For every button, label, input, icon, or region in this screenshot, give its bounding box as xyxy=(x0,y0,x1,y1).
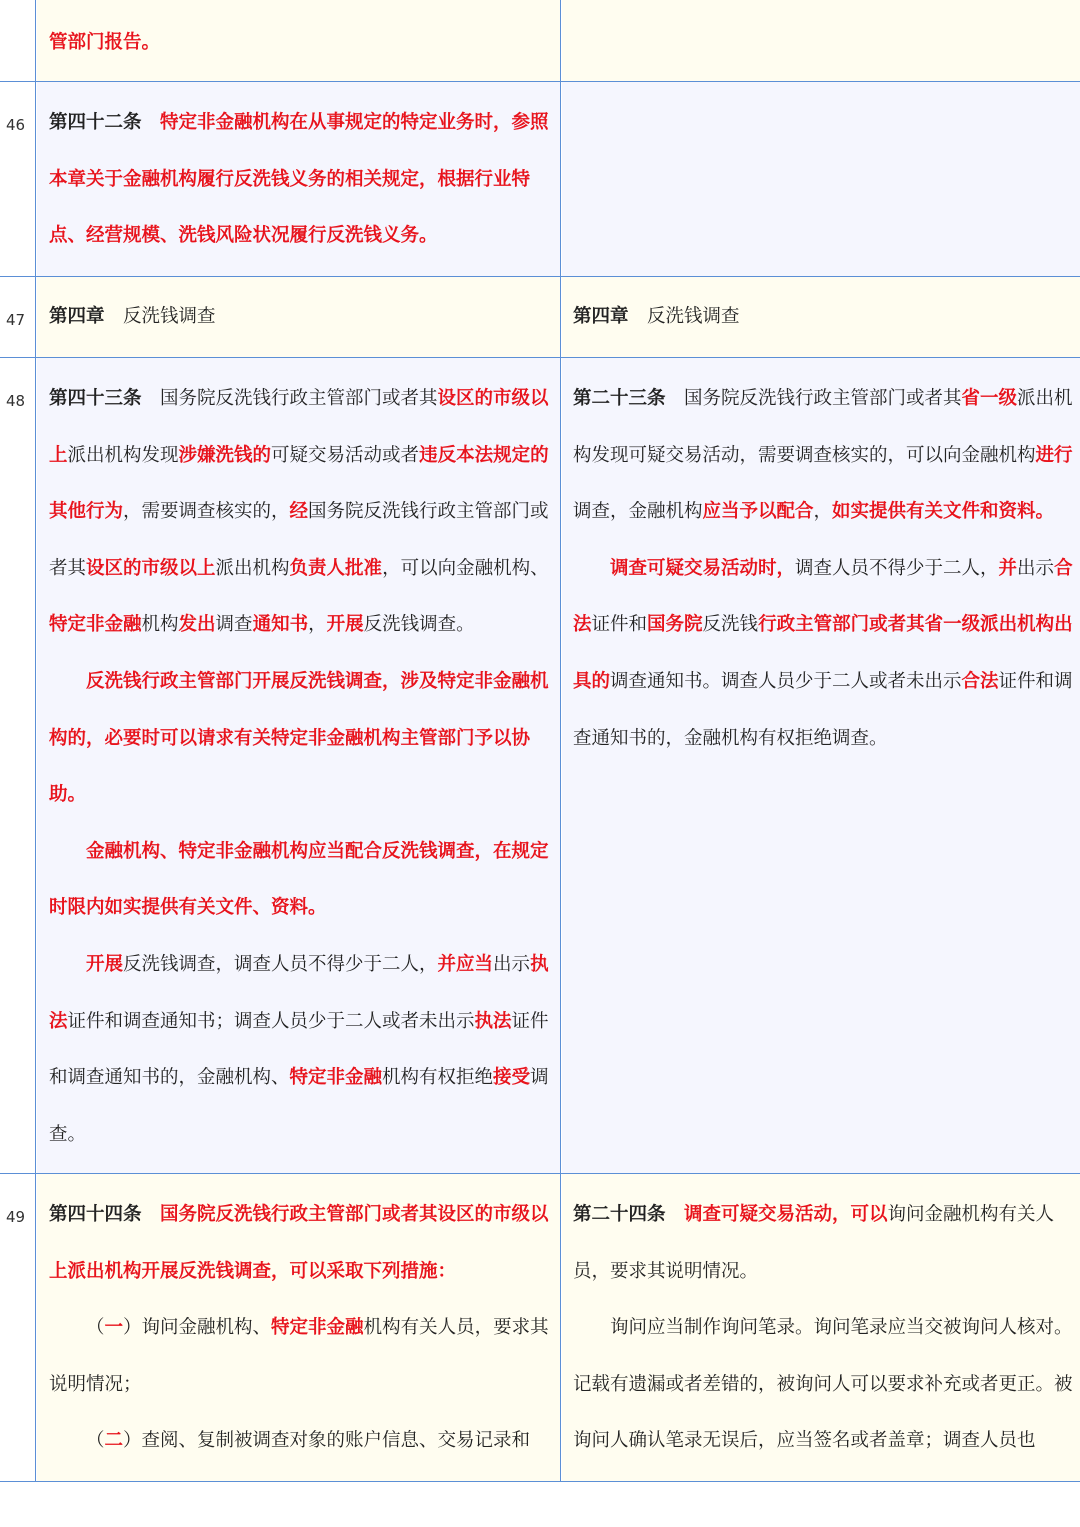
text-run: 国务院 xyxy=(647,614,703,636)
text-run: 出示 xyxy=(493,953,531,975)
text-run: 第四十二条 xyxy=(49,112,142,133)
text-run: 二 xyxy=(104,1430,124,1452)
text-run: ，需要调查核实的， xyxy=(123,501,290,523)
text-run: 进行 xyxy=(1035,444,1073,466)
text-run: 可疑交易活动或者 xyxy=(271,444,420,466)
text-run: 开展 xyxy=(326,614,364,636)
table-row xyxy=(0,277,1080,358)
text-run: 派出机构发现 xyxy=(67,444,179,466)
text-run: 合法 xyxy=(573,557,1073,636)
text-run: 设区的市级以上 xyxy=(86,557,216,579)
new-law-cell xyxy=(37,358,561,1173)
text-run: 证件和调查通知书的，金融机构有权拒绝调查。 xyxy=(573,670,1073,749)
text-run: 一 xyxy=(104,1317,124,1339)
text-run: 经 xyxy=(289,501,309,523)
text-run: 省一级 xyxy=(961,388,1018,409)
text-run: 调查人员不得少于二人， xyxy=(795,557,999,579)
text-run: 调查可疑交易活动，可以 xyxy=(684,1204,888,1225)
row-number: 49 xyxy=(0,1174,36,1481)
text-run: ， xyxy=(813,501,833,523)
new-law-cell xyxy=(37,0,561,81)
text-run: 接受 xyxy=(493,1067,531,1089)
text-run: 机构有权拒绝 xyxy=(382,1067,494,1089)
text-run xyxy=(142,1204,161,1225)
paragraph xyxy=(49,371,552,654)
text-run: 国务院反洗钱行政主管部门或者其 xyxy=(141,388,438,409)
cell-text xyxy=(562,358,1080,767)
old-law-cell xyxy=(562,82,1080,276)
cell-text xyxy=(37,277,560,346)
cell-text xyxy=(562,1174,1080,1470)
text-run: 通知书 xyxy=(252,614,309,636)
paragraph xyxy=(49,824,552,937)
text-run xyxy=(666,1204,685,1225)
text-run: 国务院反洗钱行政主管部门或者其 xyxy=(49,501,549,579)
paragraph xyxy=(573,1187,1074,1300)
text-run: ， xyxy=(308,614,327,636)
text-run xyxy=(142,112,161,133)
old-law-cell xyxy=(562,277,1080,357)
text-run: 特定非金融 xyxy=(271,1317,364,1339)
text-run: （ xyxy=(86,1317,105,1339)
text-run: 如实提供有关文件和资料。 xyxy=(832,501,1055,523)
text-run: 证件和 xyxy=(591,614,648,636)
cell-text xyxy=(37,82,560,265)
text-run: 第二十四条 xyxy=(573,1204,666,1225)
text-run: 特定非金融 xyxy=(289,1067,383,1089)
text-run: 发出 xyxy=(178,614,216,636)
paragraph xyxy=(573,1300,1074,1470)
paragraph xyxy=(49,289,552,346)
text-run: 执法 xyxy=(474,1010,512,1032)
text-run: 国务院反洗钱行政主管部门或者其 xyxy=(665,388,962,409)
paragraph xyxy=(49,95,552,265)
text-run: 机构 xyxy=(141,614,179,636)
paragraph xyxy=(49,15,552,72)
old-law-cell xyxy=(562,358,1080,1173)
text-run: 并应当 xyxy=(437,953,494,975)
text-run: 调查。 xyxy=(49,1067,549,1145)
paragraph xyxy=(573,371,1074,541)
text-run: 调查 xyxy=(215,614,253,636)
table-row xyxy=(0,0,1080,82)
paragraph xyxy=(573,289,1074,346)
text-run: 国务院反洗钱行政主管部门或者其设区的市级以上派出机构开展反洗钱调查，可以采取下列措施： xyxy=(49,1204,549,1282)
text-run: 特定非金融 xyxy=(49,614,142,636)
table-row xyxy=(0,358,1080,1174)
text-run: 派出机构 xyxy=(215,557,290,579)
text-run: 行政主管部门或者其省一级派出机构出具的 xyxy=(573,614,1073,692)
text-run: 负责人批准 xyxy=(289,557,383,579)
old-law-cell xyxy=(562,1174,1080,1481)
text-run: 特定非金融机构在从事规定的特定业务时，参照本章关于金融机构履行反洗钱义务的相关规定，根据行业特点、经营规模、洗钱风险状况履行反洗钱义务。 xyxy=(49,112,549,247)
text-run: 证件和调查通知书的，金融机构、 xyxy=(49,1010,549,1089)
paragraph xyxy=(49,1413,552,1470)
cell-text xyxy=(37,0,560,72)
new-law-cell xyxy=(37,82,561,276)
new-law-cell xyxy=(37,277,561,357)
text-run: 反洗钱调查 xyxy=(628,306,740,327)
text-run: （ xyxy=(86,1430,105,1452)
row-number xyxy=(0,0,36,81)
text-run: 并 xyxy=(998,557,1018,579)
text-run: 第四十四条 xyxy=(49,1204,142,1225)
row-number: 48 xyxy=(0,358,36,1173)
text-run: 证件和调查通知书；调查人员少于二人或者未出示 xyxy=(67,1010,475,1032)
text-run: 反洗钱调查 xyxy=(104,306,216,327)
text-run: 第四十三条 xyxy=(49,388,142,409)
text-run: 调查，金融机构 xyxy=(573,501,703,523)
table-row xyxy=(0,1174,1080,1482)
row-number: 47 xyxy=(0,277,36,357)
text-run: 机构有关人员，要求其说明情况； xyxy=(49,1317,549,1395)
text-run: 合法 xyxy=(961,670,999,692)
text-run: 设区的市级以上 xyxy=(49,388,549,466)
text-run: 调查通知书。调查人员少于二人或者未出示 xyxy=(610,670,962,692)
text-run: 金融机构、特定非金融机构应当配合反洗钱调查，在规定时限内如实提供有关文件、资料。 xyxy=(49,840,549,919)
text-run: ）询问金融机构、 xyxy=(123,1317,272,1339)
text-run: 执法 xyxy=(49,953,549,1032)
text-run: 反洗钱调查，调查人员不得少于二人， xyxy=(123,953,438,975)
old-law-cell xyxy=(562,0,1080,81)
paragraph xyxy=(49,654,552,824)
text-run: 开展 xyxy=(86,953,124,975)
paragraph xyxy=(49,937,552,1163)
text-run: 派出机构发现可疑交易活动，需要调查核实的，可以向金融机构 xyxy=(573,388,1073,466)
text-run: 第二十三条 xyxy=(573,388,666,409)
text-run: 第四章 xyxy=(573,306,629,327)
paragraph xyxy=(49,1187,552,1300)
text-run: ）查阅、复制被调查对象的账户信息、交易记录和 xyxy=(123,1430,531,1452)
text-run: 管部门报告。 xyxy=(49,32,161,53)
cell-text xyxy=(562,277,1080,346)
text-run: 反洗钱调查。 xyxy=(363,614,475,636)
text-run: 询问应当制作询问笔录。询问笔录应当交被询问人核对。记载有遗漏或者差错的，被询问人可以要求补充或者更正。被询问人确认笔录无误后，应当签名或者盖章；调查人员也 xyxy=(573,1317,1073,1452)
text-run: 反洗钱行政主管部门开展反洗钱调查，涉及特定非金融机构的，必要时可以请求有关特定非金融机构主管部门予以协助。 xyxy=(49,670,549,806)
text-run: 询问金融机构有关人员，要求其说明情况。 xyxy=(573,1204,1055,1282)
paragraph xyxy=(49,1300,552,1413)
new-law-cell xyxy=(37,1174,561,1481)
text-run: ，可以向金融机构、 xyxy=(382,557,549,579)
text-run: 出示 xyxy=(1017,557,1055,579)
table-row xyxy=(0,82,1080,277)
row-number: 46 xyxy=(0,82,36,276)
text-run: 调查可疑交易活动时， xyxy=(610,557,796,579)
text-run: 违反本法规定的其他行为 xyxy=(49,444,549,523)
text-run: 反洗钱 xyxy=(702,614,759,636)
text-run: 涉嫌洗钱的 xyxy=(178,444,272,466)
text-run: 第四章 xyxy=(49,306,105,327)
paragraph xyxy=(573,541,1074,767)
cell-text xyxy=(37,358,560,1163)
text-run: 应当予以配合 xyxy=(702,501,814,523)
cell-text xyxy=(37,1174,560,1470)
